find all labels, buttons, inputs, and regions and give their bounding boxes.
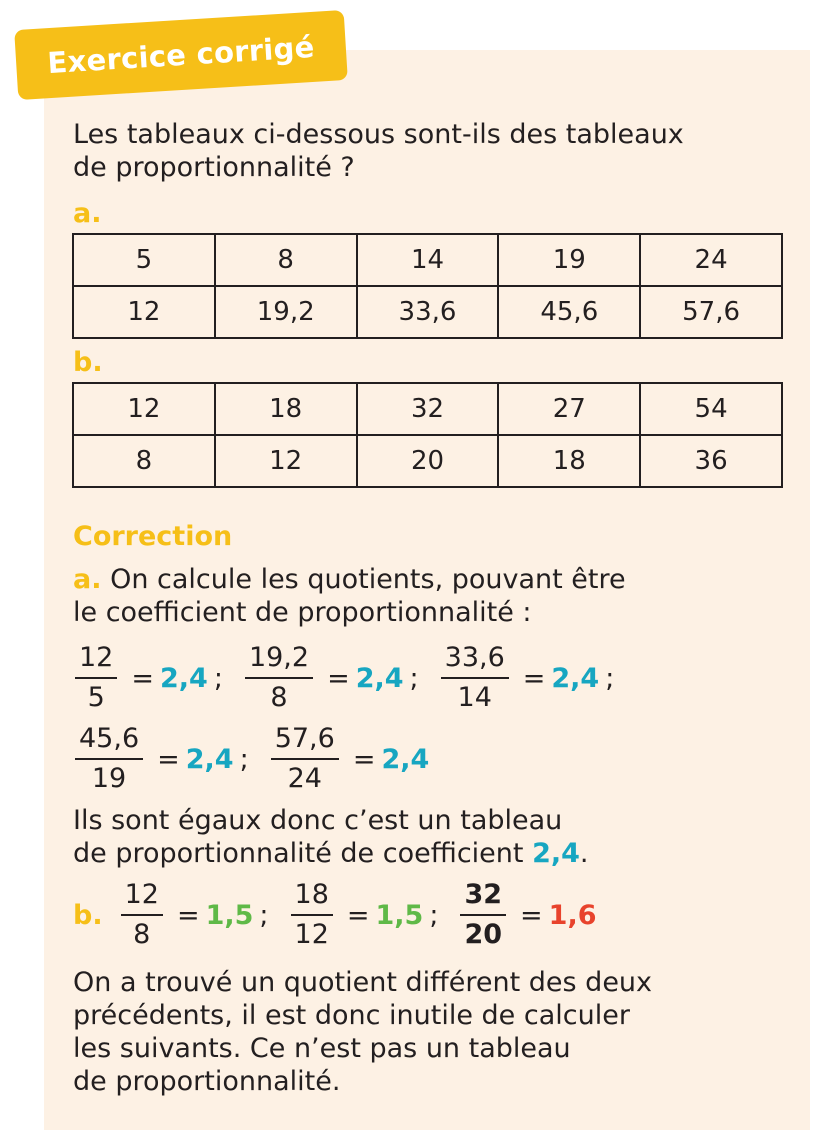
table-row	[73, 435, 782, 487]
question-line-1: Les tableaux ci-dessous sont-ils des tableaux	[73, 119, 684, 150]
separator: ;	[239, 743, 249, 775]
fraction-denominator: 5	[87, 682, 105, 713]
correction-a-label: a.	[73, 564, 102, 595]
separator: ;	[409, 662, 419, 694]
fraction-numerator: 19,2	[245, 641, 313, 679]
table-cell: 32	[357, 383, 499, 435]
quotient-result: 1,5	[205, 899, 254, 931]
table-cell: 57,6	[640, 286, 782, 338]
fraction-numerator: 32	[460, 878, 506, 916]
quotient-result-different: 1,6	[548, 899, 597, 931]
table-cell: 20	[357, 435, 499, 487]
table-cell: 18	[215, 383, 357, 435]
table-cell: 19	[498, 234, 640, 286]
table-b-label: b.	[73, 347, 103, 378]
conclusion-b-line-1: On a trouvé un quotient différent des deux	[73, 967, 653, 998]
separator: ;	[213, 662, 223, 694]
fraction	[460, 878, 506, 952]
fraction-numerator: 57,6	[271, 722, 339, 760]
fraction	[271, 722, 339, 796]
equals-sign: =	[176, 899, 200, 931]
equals-sign: =	[352, 743, 376, 775]
equals-sign: =	[157, 743, 180, 775]
equals-sign: =	[522, 662, 546, 694]
correction-title: Correction	[73, 521, 233, 552]
fraction	[75, 641, 117, 715]
conclusion-b-line-4: de proportionnalité.	[73, 1066, 341, 1097]
quotient-result: 2,4	[355, 662, 404, 694]
fraction	[245, 641, 313, 715]
table-cell: 8	[215, 234, 357, 286]
correction-b-conclusion	[73, 966, 652, 1098]
fraction-numerator: 45,6	[75, 722, 143, 760]
conclusion-b-line-2: précédents, il est donc inutile de calculer	[73, 1000, 630, 1031]
separator: ;	[259, 899, 269, 931]
quotient-result: 2,4	[551, 662, 600, 694]
quotient-result: 2,4	[381, 743, 430, 775]
table-cell: 33,6	[357, 286, 499, 338]
table-row	[73, 234, 782, 286]
table-cell: 19,2	[215, 286, 357, 338]
table-cell: 5	[73, 234, 215, 286]
conclusion-b-line-3: les suivants. Ce n’est pas un tableau	[73, 1033, 571, 1064]
conclusion-a-line-1: Ils sont égaux donc c’est un tableau	[73, 805, 563, 836]
conclusion-period: .	[579, 838, 589, 869]
table-row	[73, 383, 782, 435]
fraction	[291, 878, 333, 952]
equals-sign: =	[520, 899, 543, 931]
question	[73, 118, 684, 184]
table-row	[73, 286, 782, 338]
correction-a-intro-2: le coefficient de proportionnalité :	[73, 597, 532, 628]
quotients-a-line-2	[73, 722, 429, 796]
quotient-result: 2,4	[159, 662, 208, 694]
table-cell: 36	[640, 435, 782, 487]
table-cell: 24	[640, 234, 782, 286]
table-cell: 8	[73, 435, 215, 487]
equals-sign: =	[346, 899, 370, 931]
correction-b-label: b.	[73, 899, 103, 931]
separator: ;	[429, 899, 439, 931]
equals-sign: =	[131, 662, 154, 694]
table-cell: 54	[640, 383, 782, 435]
fraction	[441, 641, 509, 715]
table-a	[72, 233, 783, 339]
table-a-label: a.	[73, 198, 102, 229]
table-cell: 27	[498, 383, 640, 435]
table-cell: 14	[357, 234, 499, 286]
fraction-numerator: 33,6	[441, 641, 509, 679]
fraction-denominator: 8	[270, 682, 288, 713]
fraction-numerator: 12	[75, 641, 117, 679]
fraction-denominator: 14	[457, 682, 492, 713]
quotient-result: 2,4	[185, 743, 234, 775]
separator: ;	[605, 662, 615, 694]
table-cell: 18	[498, 435, 640, 487]
conclusion-a-line-2: de proportionnalité de coefficient	[73, 838, 533, 869]
quotient-result: 1,5	[375, 899, 424, 931]
fraction-denominator: 24	[287, 763, 322, 794]
correction-a-intro-1: On calcule les quotients, pouvant être	[110, 564, 626, 595]
fraction	[121, 878, 163, 952]
table-cell: 45,6	[498, 286, 640, 338]
fraction-numerator: 12	[121, 878, 163, 916]
table-b	[72, 382, 783, 488]
tag-label: Exercice corrigé	[46, 29, 316, 81]
fraction-denominator: 19	[91, 763, 127, 794]
coefficient-value: 2,4	[532, 838, 580, 869]
table-cell: 12	[73, 286, 215, 338]
question-line-2: de proportionnalité ?	[73, 152, 355, 183]
fraction-numerator: 18	[291, 878, 333, 916]
correction-a-intro	[73, 563, 626, 629]
fraction	[75, 722, 143, 796]
correction-a-conclusion	[73, 804, 589, 870]
equals-sign: =	[327, 662, 350, 694]
table-cell: 12	[73, 383, 215, 435]
fraction-denominator: 12	[294, 919, 329, 950]
quotients-a-line-1	[73, 641, 628, 715]
table-cell: 12	[215, 435, 357, 487]
fraction-denominator: 8	[133, 919, 151, 950]
quotients-b-line	[73, 878, 597, 952]
fraction-denominator: 20	[464, 919, 503, 950]
